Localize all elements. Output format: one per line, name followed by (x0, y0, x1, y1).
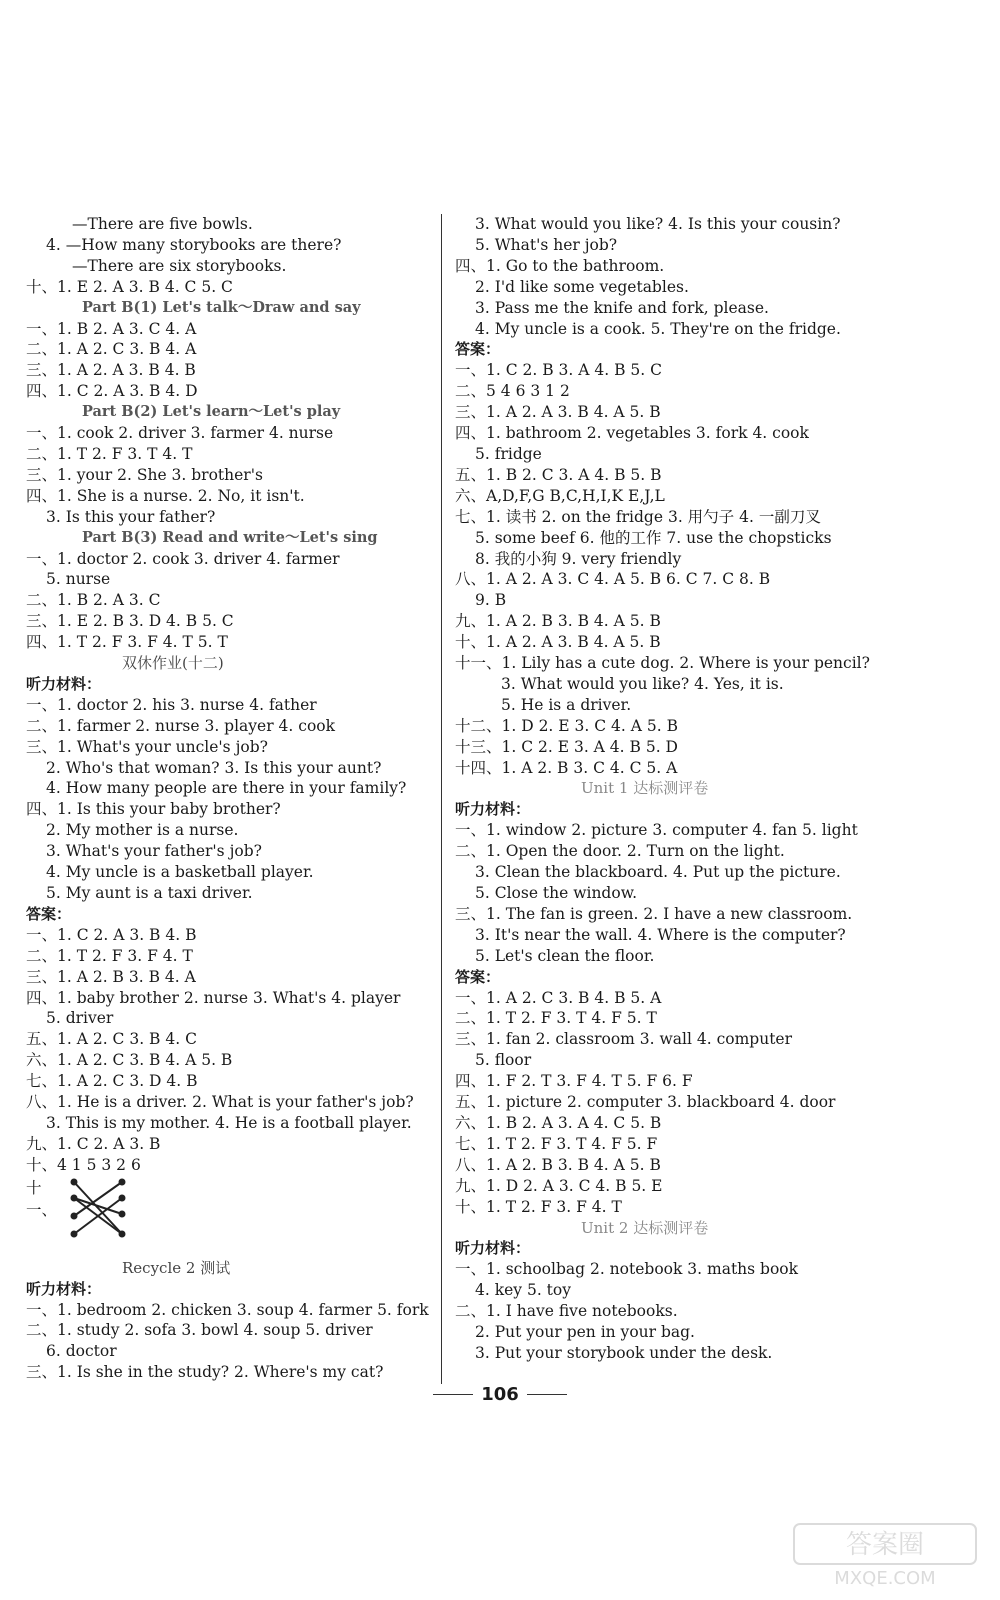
right-line: 听力材料： (455, 1239, 531, 1258)
right-line: Unit 2 达标测评卷 (581, 1218, 709, 1237)
right-line: 一、1. C 2. B 3. A 4. B 5. C (455, 361, 662, 380)
right-line: 四、1. bathroom 2. vegetables 3. fork 4. cook (455, 424, 809, 443)
right-line: 5. What's her job? (475, 235, 618, 254)
left-line: 五、1. A 2. C 3. B 4. C (26, 1030, 197, 1049)
left-line: 2. Who's that woman? 3. Is this your aunt? (46, 758, 382, 777)
left-line: 一、1. B 2. A 3. C 4. A (26, 319, 197, 338)
left-line: 四、1. C 2. A 3. B 4. D (26, 382, 198, 401)
left-main-lines (26, 214, 436, 1176)
right-line: 一、1. window 2. picture 3. computer 4. fan 5. light (455, 821, 858, 840)
left-line: 3. Is this your father? (46, 507, 216, 526)
left-line: 4. —How many storybooks are there? (46, 235, 342, 254)
right-line: 二、5 4 6 3 1 2 (455, 382, 570, 401)
right-line: 2. Put your pen in your bag. (475, 1323, 695, 1342)
left-line: 4. How many people are there in your family? (46, 779, 407, 798)
right-line: 5. Let's clean the floor. (475, 946, 655, 965)
left-tail-line: 听力材料： (26, 1279, 102, 1298)
right-line: 八、1. A 2. B 3. B 4. A 5. B (455, 1155, 661, 1174)
left-line: 六、1. A 2. C 3. B 4. A 5. B (26, 1051, 233, 1070)
left-line: 5. driver (46, 1009, 114, 1028)
left-tail-line: Recycle 2 测试 (122, 1258, 231, 1277)
right-line: 一、1. schoolbag 2. notebook 3. maths book (455, 1260, 799, 1279)
left-line: —There are six storybooks. (72, 256, 287, 275)
left-line: 八、1. He is a driver. 2. What is your father's job? (26, 1093, 414, 1112)
right-line: 答案： (455, 340, 501, 359)
left-line: 一、1. doctor 2. cook 3. driver 4. farmer (26, 549, 340, 568)
right-line: 3. Clean the blackboard. 4. Put up the picture. (475, 863, 841, 882)
left-line: 四、1. She is a nurse. 2. No, it isn't. (26, 486, 305, 505)
right-line: 九、1. D 2. A 3. C 4. B 5. E (455, 1176, 663, 1195)
watermark-logo (790, 1520, 980, 1590)
left-line: 答案： (26, 904, 72, 923)
left-line: 3. What's your father's job? (46, 842, 262, 861)
left-line: 九、1. C 2. A 3. B (26, 1134, 161, 1153)
right-main-lines (455, 214, 875, 1364)
left-line: 三、1. A 2. A 3. B 4. B (26, 361, 196, 380)
right-line: 3. Pass me the knife and fork, please. (475, 298, 769, 317)
right-line: 十、1. T 2. F 3. F 4. T (455, 1197, 622, 1216)
left-line: 七、1. A 2. C 3. D 4. B (26, 1072, 198, 1091)
left-line: 二、1. farmer 2. nurse 3. player 4. cook (26, 716, 336, 735)
left-line: 一、1. cook 2. driver 3. farmer 4. nurse (26, 424, 334, 443)
right-line: 二、1. I have five notebooks. (455, 1302, 678, 1321)
right-line: 七、1. T 2. F 3. T 4. F 5. F (455, 1134, 658, 1153)
left-line: 二、1. B 2. A 3. C (26, 591, 161, 610)
right-line: 五、1. picture 2. computer 3. blackboard 4. door (455, 1093, 836, 1112)
right-line: 九、1. A 2. B 3. B 4. A 5. B (455, 612, 661, 631)
right-line: 八、1. A 2. A 3. C 4. A 5. B 6. C 7. C 8. B (455, 570, 771, 589)
right-line: 3. It's near the wall. 4. Where is the computer? (475, 925, 846, 944)
right-line: 3. Put your storybook under the desk. (475, 1343, 773, 1362)
left-line: 三、1. your 2. She 3. brother's (26, 465, 263, 484)
right-line: 十四、1. A 2. B 3. C 4. C 5. A (455, 758, 678, 777)
left-line: 2. My mother is a nurse. (46, 821, 239, 840)
left-line: 4. My uncle is a basketball player. (46, 863, 314, 882)
right-line: 4. key 5. toy (475, 1281, 571, 1300)
right-line: 3. What would you like? 4. Yes, it is. (501, 674, 784, 693)
matching-label: 十一、 (26, 1178, 58, 1219)
left-line: —There are five bowls. (72, 215, 253, 233)
right-line: 5. Close the window. (475, 884, 638, 902)
left-tail-line: 一、1. bedroom 2. chicken 3. soup 4. farmer 5. fork (26, 1300, 429, 1319)
right-line: 十、1. A 2. A 3. B 4. A 5. B (455, 633, 661, 652)
left-line: 一、1. C 2. A 3. B 4. B (26, 925, 197, 944)
right-line: 六、1. B 2. A 3. A 4. C 5. B (455, 1113, 662, 1132)
page-number: 106 (481, 1384, 519, 1405)
right-line: 听力材料： (455, 800, 531, 819)
matching-answer (26, 1176, 436, 1244)
right-line: 2. I'd like some vegetables. (475, 277, 689, 296)
matching-lines-figure (66, 1176, 136, 1240)
right-line: 三、1. fan 2. classroom 3. wall 4. computer (455, 1030, 793, 1049)
left-line: Part B(2) Let's learn～Let's play (82, 403, 341, 421)
left-line: 三、1. E 2. B 3. D 4. B 5. C (26, 612, 234, 631)
right-line: 二、1. T 2. F 3. T 4. F 5. T (455, 1009, 657, 1028)
column-divider (441, 214, 442, 1384)
left-line: 听力材料： (26, 674, 102, 693)
left-line: 四、1. baby brother 2. nurse 3. What's 4. player (26, 988, 401, 1007)
right-line: Unit 1 达标测评卷 (581, 779, 709, 798)
left-line: 3. This is my mother. 4. He is a football player. (46, 1113, 412, 1132)
left-line: Part B(1) Let's talk～Draw and say (82, 298, 361, 316)
right-line: 5. some beef 6. 他的工作 7. use the chopsticks (475, 528, 832, 547)
left-line: 双休作业(十二) (122, 654, 224, 673)
right-line: 五、1. B 2. C 3. A 4. B 5. B (455, 465, 662, 484)
svg-text:MXQE.COM: MXQE.COM (834, 1568, 936, 1589)
right-column (455, 214, 875, 1364)
left-line: 四、1. Is this your baby brother? (26, 800, 281, 819)
svg-text:答案圈: 答案圈 (845, 1530, 925, 1560)
page-number-footer (0, 1384, 1000, 1405)
right-line: 六、A,D,F,G B,C,H,I,K E,J,L (455, 486, 665, 505)
right-line: 8. 我的小狗 9. very friendly (475, 549, 682, 568)
right-line: 三、1. The fan is green. 2. I have a new classroom. (455, 904, 853, 923)
right-line: 四、1. F 2. T 3. F 4. T 5. F 6. F (455, 1072, 693, 1091)
left-tail-line: 6. doctor (46, 1342, 117, 1361)
left-line: 十、1. E 2. A 3. B 4. C 5. C (26, 277, 233, 296)
left-line: 十、4 1 5 3 2 6 (26, 1155, 141, 1174)
right-line: 答案： (455, 967, 501, 986)
left-tail-line: 三、1. Is she in the study? 2. Where's my cat? (26, 1363, 384, 1382)
right-line: 4. My uncle is a cook. 5. They're on the fridge. (475, 319, 841, 338)
right-line: 三、1. A 2. A 3. B 4. A 5. B (455, 403, 661, 422)
right-line: 3. What would you like? 4. Is this your cousin? (475, 215, 841, 233)
right-line: 七、1. 读书 2. on the fridge 3. 用勺子 4. 一副刀叉 (455, 507, 821, 526)
left-line: 5. My aunt is a taxi driver. (46, 884, 253, 902)
left-line: 二、1. T 2. F 3. T 4. T (26, 444, 193, 463)
left-line: 二、1. T 2. F 3. F 4. T (26, 946, 193, 965)
right-line: 9. B (475, 591, 507, 610)
right-line: 十一、1. Lily has a cute dog. 2. Where is your pencil? (455, 654, 870, 673)
left-column (26, 214, 436, 1383)
right-line: 5. floor (475, 1051, 532, 1070)
right-line: 5. He is a driver. (501, 695, 632, 714)
right-line: 二、1. Open the door. 2. Turn on the light. (455, 842, 785, 861)
left-line: 三、1. What's your uncle's job? (26, 737, 268, 756)
left-line: 一、1. doctor 2. his 3. nurse 4. father (26, 695, 317, 714)
left-tail-lines (26, 1258, 436, 1383)
left-line: 5. nurse (46, 570, 111, 589)
right-line: 一、1. A 2. C 3. B 4. B 5. A (455, 988, 662, 1007)
left-line: 二、1. A 2. C 3. B 4. A (26, 340, 197, 359)
left-line: 四、1. T 2. F 3. F 4. T 5. T (26, 633, 228, 652)
right-line: 十二、1. D 2. E 3. C 4. A 5. B (455, 716, 678, 735)
left-tail-line: 二、1. study 2. sofa 3. bowl 4. soup 5. driver (26, 1321, 373, 1340)
right-line: 四、1. Go to the bathroom. (455, 256, 665, 275)
right-line: 5. fridge (475, 444, 542, 463)
right-line: 十三、1. C 2. E 3. A 4. B 5. D (455, 737, 678, 756)
left-line: Part B(3) Read and write～Let's sing (82, 528, 378, 546)
left-line: 三、1. A 2. B 3. B 4. A (26, 967, 196, 986)
